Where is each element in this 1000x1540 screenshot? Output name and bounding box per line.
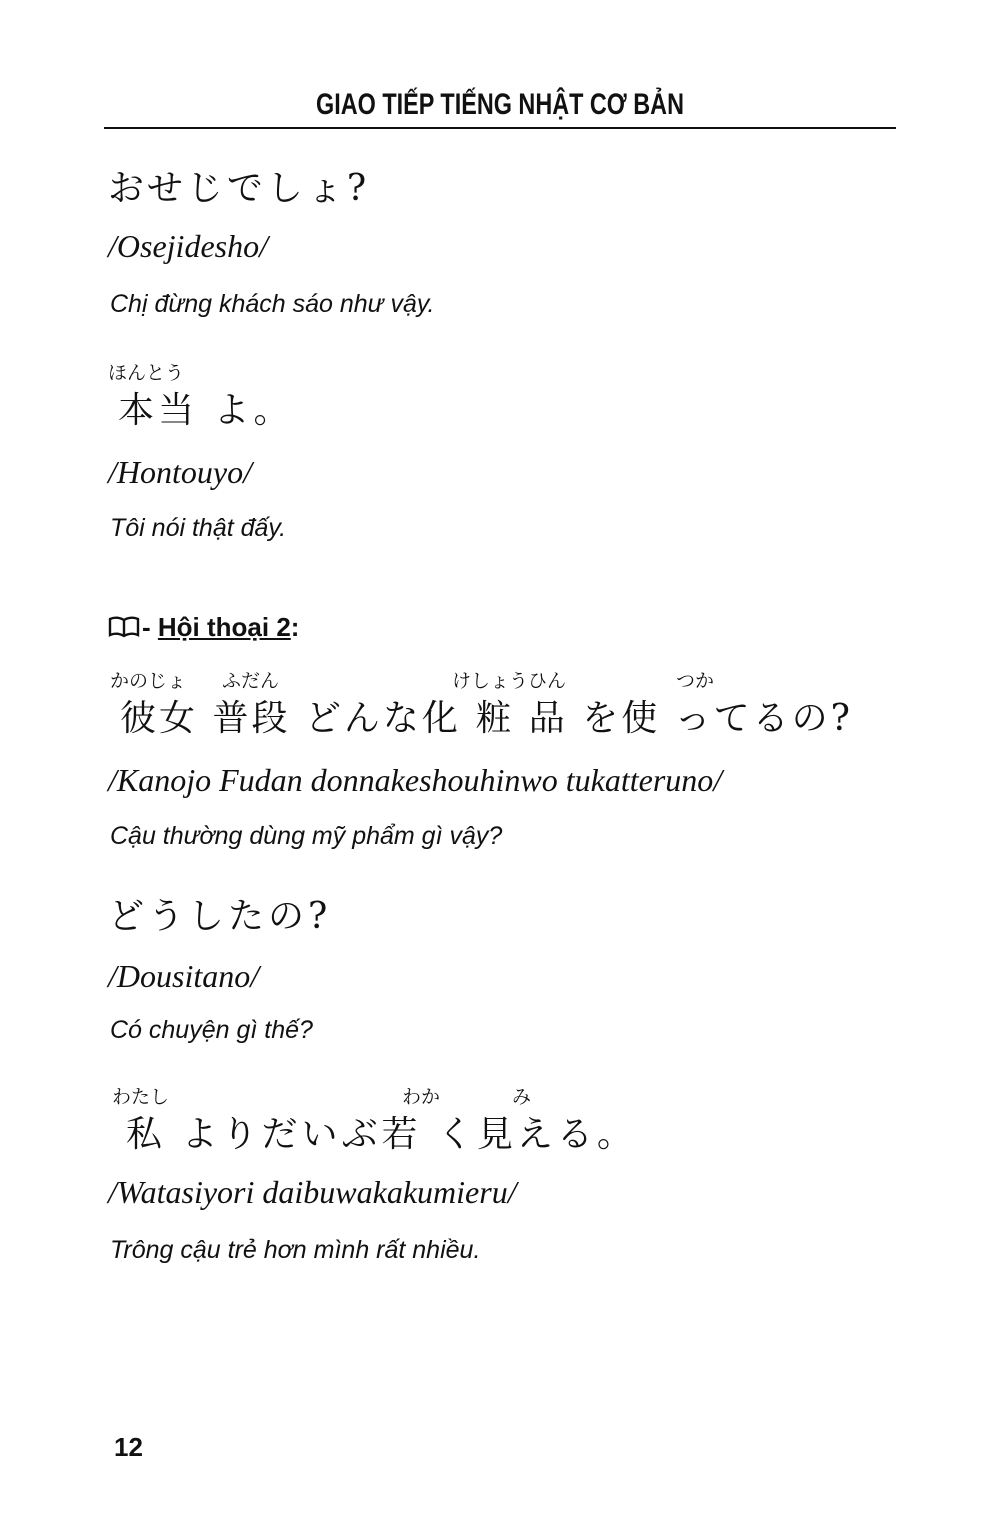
furigana: つか xyxy=(676,670,715,692)
vietnamese-translation: Có chuyện gì thế? xyxy=(110,1016,313,1044)
japanese-sentence: どうしたの? xyxy=(108,896,332,937)
furigana: けしょうひん xyxy=(452,670,567,692)
romaji-line: /Kanojo Fudan donnakeshouhinwo tukatteruno/ xyxy=(108,762,723,798)
japanese-sentence: 私 よりだいぶ若 く見える。 xyxy=(126,1114,637,1155)
vietnamese-translation: Trông cậu trẻ hơn mình rất nhiều. xyxy=(110,1236,481,1264)
section-heading xyxy=(108,612,299,643)
furigana: わたし xyxy=(112,1086,170,1108)
open-book-icon xyxy=(108,614,142,636)
vietnamese-translation: Cậu thường dùng mỹ phẩm gì vậy? xyxy=(110,822,503,850)
japanese-sentence: 彼女 普段 どんな化 粧 品 を使 ってるの? xyxy=(120,698,853,739)
furigana: かのじょ xyxy=(110,670,187,692)
vietnamese-translation: Chị đừng khách sáo như vậy. xyxy=(110,290,435,318)
page-number: 12 xyxy=(114,1432,143,1462)
header-rule xyxy=(104,127,896,129)
section-prefix: - xyxy=(142,612,158,642)
furigana: ふだん xyxy=(222,670,280,692)
furigana: わか xyxy=(402,1086,441,1108)
section-suffix: : xyxy=(290,612,300,642)
section-title: Hội thoại 2 xyxy=(157,612,291,642)
japanese-sentence: 本当 よ。 xyxy=(118,390,294,431)
japanese-sentence: おせじでしょ? xyxy=(108,168,371,209)
furigana: ほんとう xyxy=(108,362,185,384)
romaji-line: /Hontouyo/ xyxy=(108,454,252,490)
running-header: GIAO TIẾP TIẾNG NHẬT CƠ BẢN xyxy=(316,88,684,121)
vietnamese-translation: Tôi nói thật đấy. xyxy=(110,514,287,542)
romaji-line: /Dousitano/ xyxy=(108,958,260,994)
romaji-line: /Osejidesho/ xyxy=(108,228,268,264)
furigana: み xyxy=(512,1086,532,1108)
romaji-line: /Watasiyori daibuwakakumieru/ xyxy=(108,1174,517,1210)
